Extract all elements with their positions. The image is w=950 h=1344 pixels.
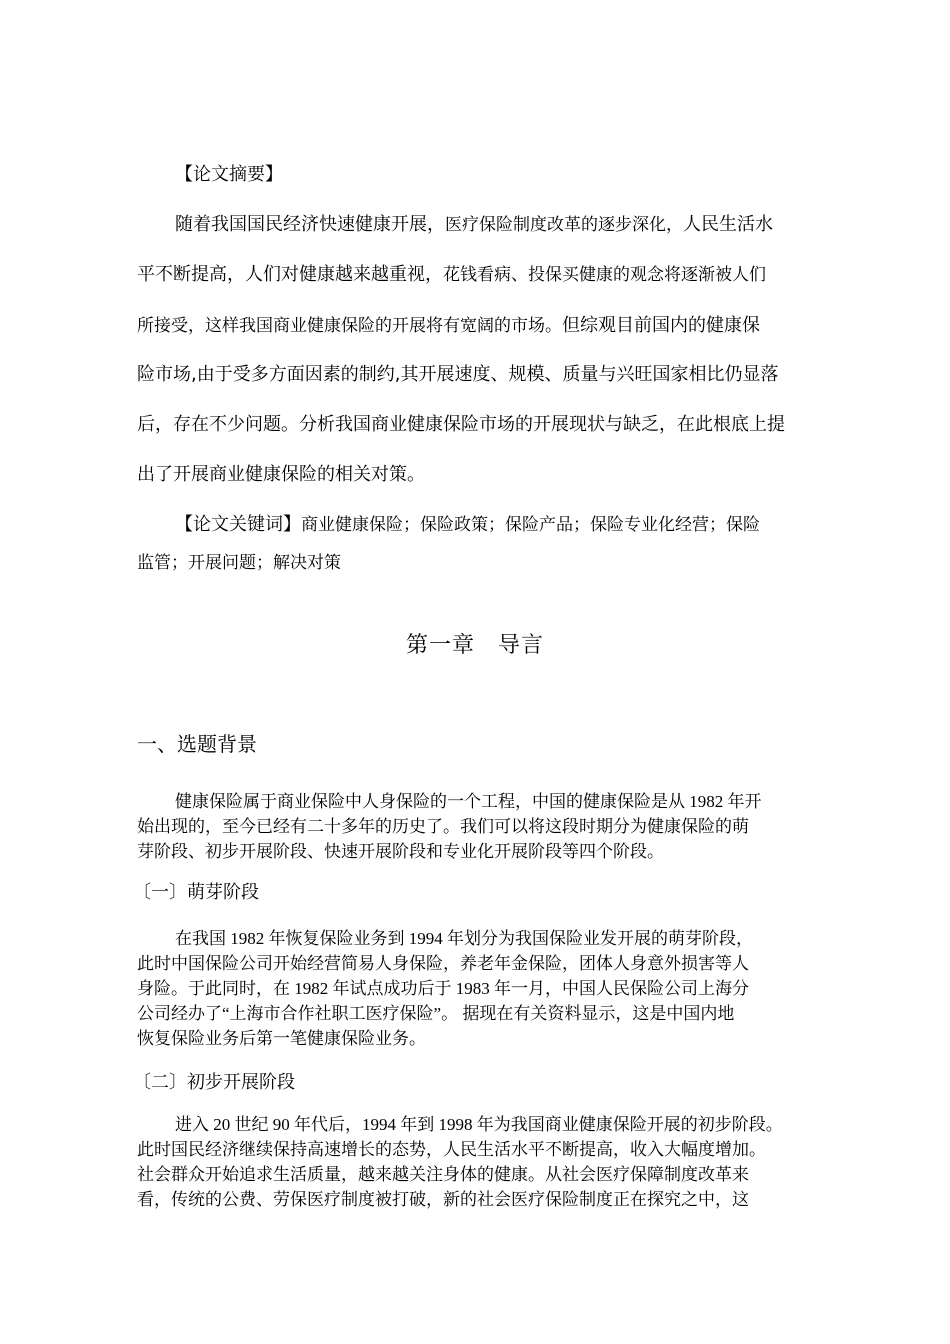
abstract-run: 医疗保险制度改革的逐步深化，	[445, 215, 683, 234]
keywords-label: 【论文关键词】	[175, 514, 301, 535]
body-line: 此时国民经济继续保持高速增长的态势，人民生活水平不断提高，收入大幅度增加。	[137, 1140, 766, 1159]
abstract-line: 后，存在不少问题。分析我国商业健康保险市场的开展现状与缺乏，在此根底上提	[137, 414, 785, 435]
abstract-line: 出了开展商业健康保险的相关对策。	[137, 464, 425, 485]
abstract-run: 人民生活水	[683, 214, 773, 235]
body-line: 进入 20 世纪 90 年代后，1994 年到 1998 年为我国商业健康保险开展的初步阶段。	[175, 1115, 783, 1134]
abstract-line	[137, 311, 760, 337]
body-line: 社会群众开始追求生活质量，越来越关注身体的健康。从社会医疗保障制度改革来	[137, 1165, 749, 1184]
abstract-run: 所接受，这样我国商业健康保险的开展将有宽阔的市场。	[137, 316, 562, 335]
abstract-run: 但综观目前国内的健康保	[562, 315, 760, 336]
body-line: 此时中国保险公司开始经营简易人身保险，养老年金保险，团体人身意外损害等人	[137, 954, 749, 973]
chapter-title: 第一章 导言	[405, 633, 544, 658]
body-line: 始出现的，至今已经有二十多年的历史了。我们可以将这段时期分为健康保险的萌	[137, 817, 749, 836]
abstract-line	[175, 210, 773, 236]
body-line: 在我国 1982 年恢复保险业务到 1994 年划分为我国保险业发开展的萌芽阶段，	[175, 929, 753, 948]
subsection-heading: 〔二〕初步开展阶段	[133, 1072, 295, 1093]
abstract-line	[137, 260, 766, 286]
body-line: 身险。于此同时，在 1982 年试点成功后于 1983 年一月，中国人民保险公司上海分	[137, 979, 749, 998]
subsection-heading: 〔一〕萌芽阶段	[133, 882, 259, 903]
abstract-run: 随着我国国民经济快速健康开展，	[175, 214, 445, 235]
abstract-run: 平不断提高，人们对健康越来越重视，	[137, 264, 443, 285]
abstract-heading: 【论文摘要】	[175, 164, 283, 185]
body-line: 恢复保险业务后第一笔健康保险业务。	[137, 1029, 426, 1048]
section-heading: 一、选题背景	[137, 732, 257, 756]
keywords-text-continued: 监管；开展问题；解决对策	[137, 553, 341, 572]
abstract-line: 险市场,由于受多方面因素的制约,其开展速度、规模、质量与兴旺国家相比仍显落	[137, 364, 779, 385]
keywords-line	[175, 510, 760, 536]
body-line: 健康保险属于商业保险中人身保险的一个工程，中国的健康保险是从 1982 年开	[175, 792, 762, 811]
abstract-run: 花钱看病、投保买健康的观念将逐渐被人们	[443, 265, 766, 284]
body-line: 芽阶段、初步开展阶段、快速开展阶段和专业化开展阶段等四个阶段。	[137, 842, 664, 861]
body-line: 看，传统的公费、劳保医疗制度被打破，新的社会医疗保险制度正在探究之中，这	[137, 1190, 749, 1209]
keywords-text: 商业健康保险；保险政策；保险产品；保险专业化经营；保险	[301, 515, 760, 534]
body-line: 公司经办了“上海市合作社职工医疗保险”。 据现在有关资料显示，这是中国内地	[137, 1004, 735, 1023]
